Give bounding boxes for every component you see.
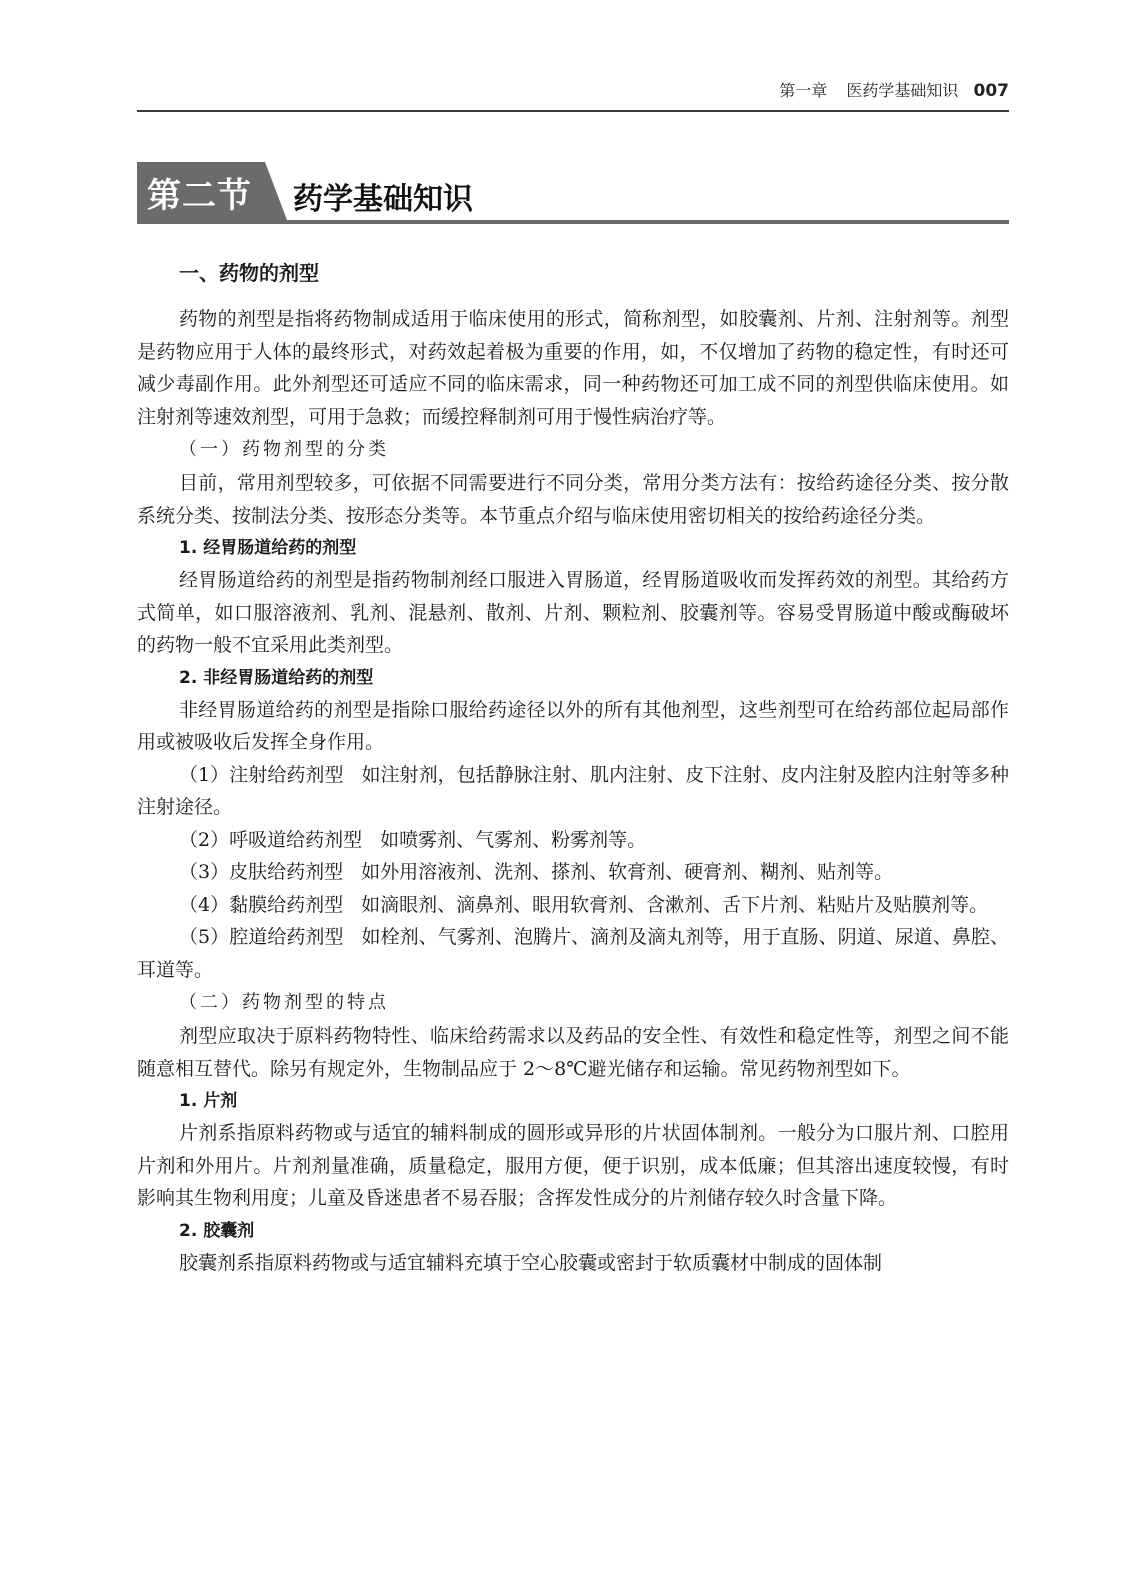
paragraph-gi-route: 经胃肠道给药的剂型是指药物制剂经口服进入胃肠道，经胃肠道吸收而发挥药效的剂型。其给药方式简单，如口服溶液剂、乳剂、混悬剂、散剂、片剂、颗粒剂、胶囊剂等。容易受胃肠道中酸或酶破坏的药物一般不宜采用此类剂型。 (137, 569, 1009, 656)
page-number: 007 (973, 81, 1009, 101)
header-rule (137, 110, 1009, 112)
heading-features: （二）药物剂型的特点 (179, 992, 389, 1013)
chapter-title: 医药学基础知识 (846, 81, 959, 100)
item-lead: （2）呼吸道给药剂型 (179, 828, 363, 851)
heading-capsule: 2. 胶囊剂 (179, 1220, 255, 1241)
item-text: 如喷雾剂、气雾剂、粉雾剂等。 (380, 828, 647, 851)
list-item (137, 856, 1009, 889)
list-item (137, 889, 1009, 922)
item-lead: （5）腔道给药剂型 (179, 926, 344, 948)
heading-dosage-forms: 一、药物的剂型 (179, 261, 319, 285)
heading-tablet: 1. 片剂 (179, 1091, 238, 1111)
item-text: 如注射剂，包括静脉注射、肌内注射、皮下注射、皮内注射及腔内注射等多种注射途径。 (137, 763, 1009, 818)
paragraph-non-gi-route: 非经胃肠道给药的剂型是指除口服给药途径以外的所有其他剂型，这些剂型可在给药部位起局部作用或被吸收后发挥全身作用。 (137, 698, 1009, 753)
section-rule (137, 220, 1009, 224)
paragraph-features: 剂型应取决于原料药物特性、临床给药需求以及药品的安全性、有效性和稳定性等，剂型之间不能随意相互替代。除另有规定外，生物制品应于 2～8℃避光储存和运输。常见药物剂型如下。 (137, 1025, 1009, 1080)
item-text: 如栓剂、气雾剂、泡腾片、滴剂及滴丸剂等，用于直肠、阴道、尿道、鼻腔、耳道等。 (137, 926, 1009, 981)
item-text: 如外用溶液剂、洗剂、搽剂、软膏剂、硬膏剂、糊剂、贴剂等。 (361, 861, 894, 883)
section-title: 药学基础知识 (293, 182, 473, 217)
section-label: 第二节 (147, 176, 252, 216)
item-lead: （3）皮肤给药剂型 (179, 861, 344, 883)
list-item (137, 824, 1009, 857)
heading-gi-route: 1. 经胃肠道给药的剂型 (179, 538, 357, 558)
heading-classification: （一）药物剂型的分类 (179, 439, 389, 460)
list-item (137, 759, 1009, 824)
section-heading (137, 162, 1009, 224)
paragraph-intro: 药物的剂型是指将药物制成适用于临床使用的形式，简称剂型，如胶囊剂、片剂、注射剂等。剂型是药物应用于人体的最终形式，对药效起着极为重要的作用，如，不仅增加了药物的稳定性，有时还可减少毒副作用。此外剂型还可适应不同的临床需求，同一种药物还可加工成不同的剂型供临床使用。如注射剂等速效剂型，可用于急救；而缓控释制剂可用于慢性病治疗等。 (137, 308, 1009, 428)
paragraph-classification: 目前，常用剂型较多，可依据不同需要进行不同分类，常用分类方法有：按给药途径分类、按分散系统分类、按制法分类、按形态分类等。本节重点介绍与临床使用密切相关的按给药途径分类。 (137, 472, 1009, 527)
chapter-label: 第一章 (779, 81, 828, 100)
paragraph-tablet: 片剂系指原料药物或与适宜的辅料制成的圆形或异形的片状固体制剂。一般分为口服片剂、口腔用片剂和外用片。片剂剂量准确，质量稳定，服用方便，便于识别，成本低廉；但其溶出速度较慢，有时影响其生物利用度；儿童及昏迷患者不易吞服；含挥发性成分的片剂储存较久时含量下降。 (137, 1122, 1009, 1209)
paragraph-capsule: 胶囊剂系指原料药物或与适宜辅料充填于空心胶囊或密封于软质囊材中制成的固体制 (179, 1251, 883, 1274)
item-lead: （1）注射给药剂型 (179, 763, 344, 786)
running-head (137, 78, 1009, 104)
heading-non-gi-route: 2. 非经胃肠道给药的剂型 (179, 667, 374, 688)
page-body (137, 255, 1009, 1279)
list-item (137, 921, 1009, 986)
item-lead: （4）黏膜给药剂型 (179, 893, 344, 916)
item-text: 如滴眼剂、滴鼻剂、眼用软膏剂、含漱剂、舌下片剂、粘贴片及贴膜剂等。 (361, 893, 989, 916)
